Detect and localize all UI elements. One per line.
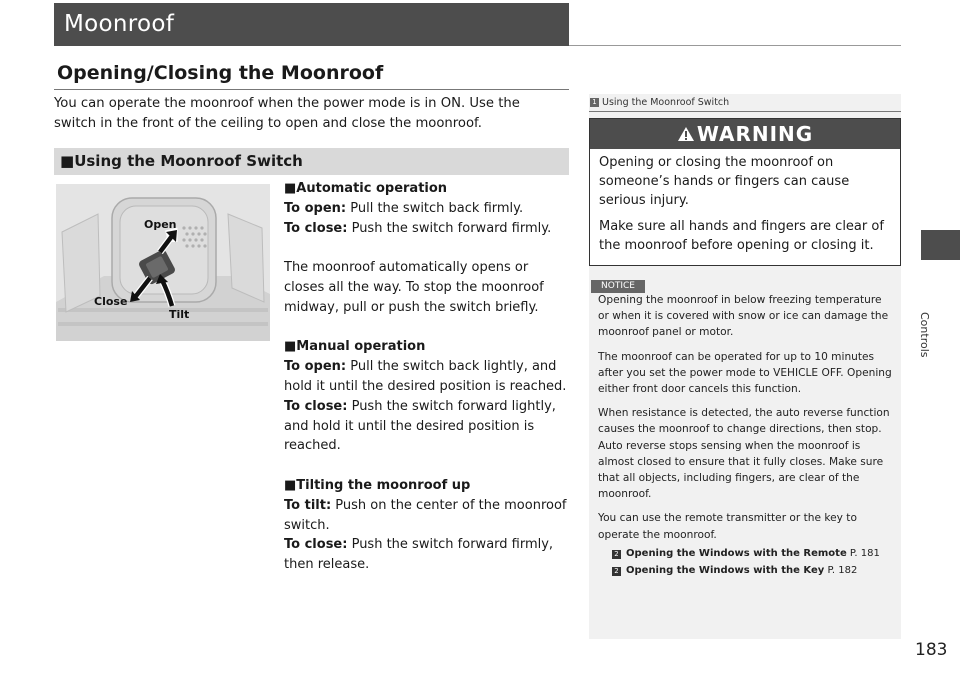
tilt-close-label: To close: [284, 537, 348, 553]
manual-close-line [284, 397, 570, 456]
notice-badge: NOTICE [591, 280, 645, 293]
subsection-title [60, 152, 303, 170]
auto-open-text: Pull the switch back firmly. [346, 200, 524, 216]
chapter-header [54, 3, 569, 46]
side-panel-rule [589, 111, 901, 112]
side-panel-header [590, 97, 729, 108]
auto-close-label: To close: [284, 220, 348, 236]
side-tab-marker[interactable] [921, 230, 960, 260]
subsection-title-text: Using the Moonroof Switch [74, 152, 303, 170]
moonroof-switch-figure [56, 184, 270, 341]
manual-operation-heading: ■Manual operation [284, 339, 426, 355]
side-tab-label[interactable] [918, 260, 959, 358]
ref-page-remote: P. 181 [846, 547, 880, 559]
cross-reference-icon: 2 [612, 567, 621, 576]
warning-title: WARNING [696, 122, 814, 146]
section-intro: You can operate the moonroof when the power mode is in ON. Use the switch in the front of the ceiling to open and close the moonroof. [54, 96, 520, 131]
warning-text-2: Make sure all hands and fingers are clear of the moonroof before opening or closing it. [599, 219, 884, 253]
ref-page-key: P. 182 [824, 564, 858, 576]
tilt-heading: ■Tilting the moonroof up [284, 477, 471, 493]
ref-link-key[interactable] [598, 562, 894, 579]
auto-close-text: Push the switch forward firmly. [347, 220, 552, 236]
spacer [284, 318, 570, 338]
warning-text-1: Opening or closing the moonroof on someone’s hands or fingers can cause serious injury. [599, 155, 850, 208]
figure-label-close: Close [94, 295, 128, 308]
ref-title-key: Opening the Windows with the Key [626, 564, 825, 576]
tilt-text: Push on the center of the moonroof switch. [284, 497, 567, 533]
manual-open-text: Pull the switch back lightly, and hold it until the desired position is reached. [284, 359, 567, 394]
ref-link-remote[interactable] [598, 545, 894, 562]
section-rule [54, 89, 569, 90]
figure-label-tilt: Tilt [169, 308, 190, 321]
manual-open-line [284, 357, 570, 397]
warning-triangle-icon [677, 126, 695, 142]
warning-header [590, 119, 900, 149]
subsection-header [54, 148, 569, 175]
side-panel-body [598, 292, 894, 579]
main-instructions [284, 179, 570, 575]
side-panel-header-text: Using the Moonroof Switch [602, 97, 730, 108]
reference-marker-icon: 1 [590, 98, 599, 107]
manual-open-label: To open: [284, 359, 347, 375]
side-para-1: The moonroof can be operated for up to 10 minutes after you set the power mode to VEHICLE OFF. Opening either front door cancels this function. [598, 350, 892, 396]
auto-close-line [284, 219, 570, 239]
auto-open-line [284, 199, 570, 219]
tilt-close-line [284, 535, 570, 575]
notice-text: Opening the moonroof in below freezing temperature or when it is covered with snow or ice can damage the moonroof panel or motor. [598, 294, 889, 339]
auto-operation-heading: ■Automatic operation [284, 181, 448, 196]
tilt-close-text: Push the switch forward firmly, then release. [284, 537, 554, 573]
tilt-line [284, 496, 570, 536]
auto-open-label: To open: [284, 200, 347, 216]
chapter-rule [569, 45, 901, 46]
tilt-label: To tilt: [284, 497, 332, 513]
auto-note: The moonroof automatically opens or closes all the way. To stop the moonroof midway, pull or push the switch briefly. [284, 260, 544, 315]
manual-close-text: Push the switch forward lightly, and hold it until the desired position is reached. [284, 398, 556, 454]
side-para-3: You can use the remote transmitter or the key to operate the moonroof. [598, 512, 857, 541]
ref-title-remote: Opening the Windows with the Remote [626, 547, 847, 559]
spacer [284, 456, 570, 476]
spacer [284, 238, 570, 258]
chapter-title: Moonroof [64, 11, 175, 37]
warning-box [589, 118, 901, 266]
moonroof-switch-illustration [56, 184, 270, 341]
side-para-2: When resistance is detected, the auto reverse function causes the moonroof to change directions, then stop. Auto reverse stops sensing when the moonroof is almost closed to ensure that it fully closes. Make sure that all objects, including fingers, are clear of the moonroof. [598, 407, 890, 501]
manual-close-label: To close: [284, 398, 348, 414]
subsection-marker: ■ [60, 152, 75, 170]
cross-reference-icon: 2 [612, 550, 621, 559]
section-title: Opening/Closing the Moonroof [57, 62, 384, 84]
warning-text [599, 153, 895, 255]
page-number: 183 [915, 640, 948, 660]
figure-label-open: Open [144, 218, 177, 231]
side-tab-text: Controls [918, 312, 931, 358]
